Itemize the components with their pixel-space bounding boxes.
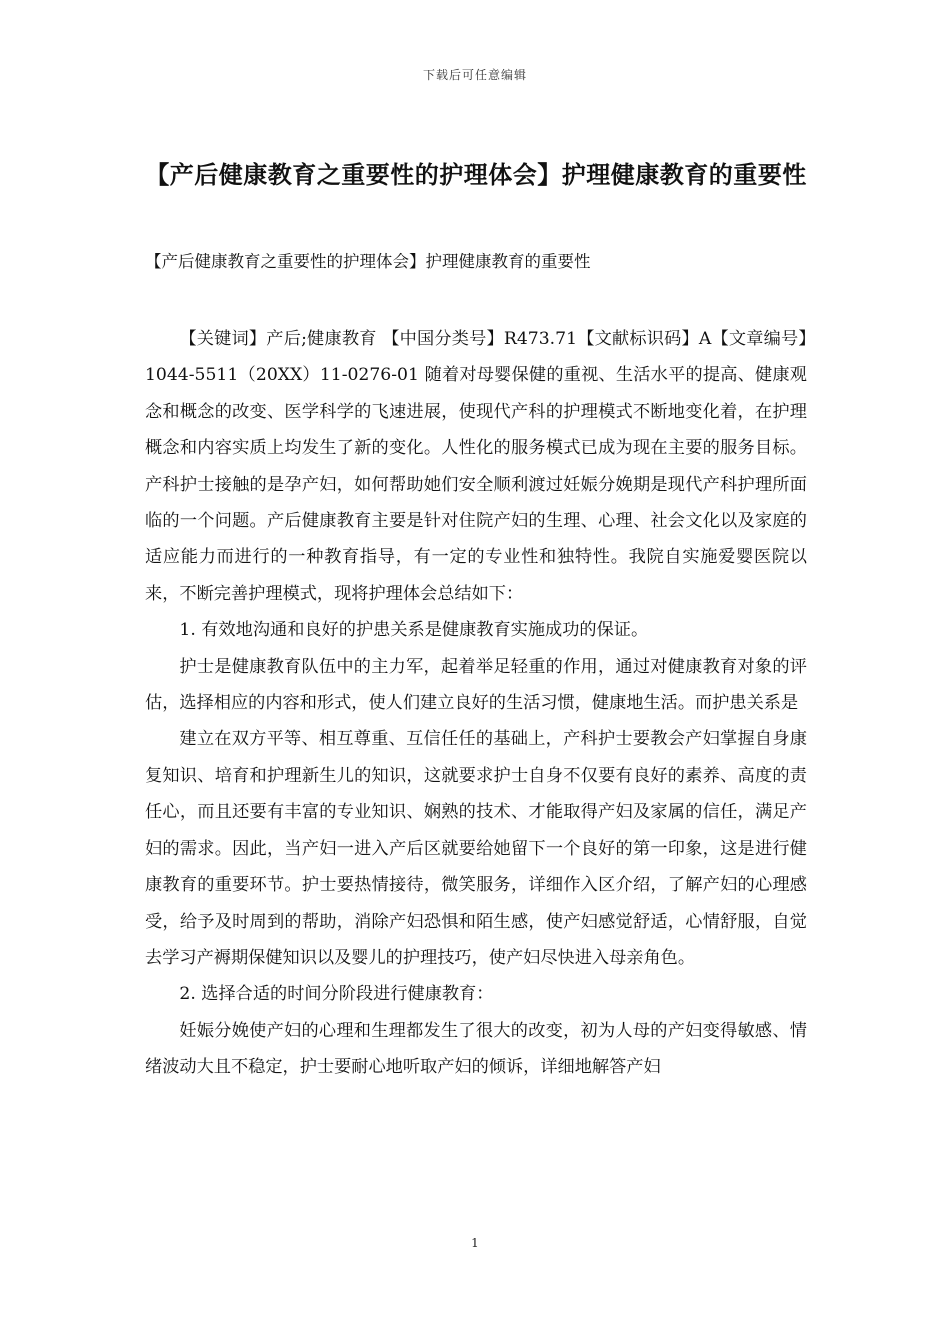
paragraph-section-1-body-a: 护士是健康教育队伍中的主力军，起着举足轻重的作用，通过对健康教育对象的评估，选择相应的内容和形式，使人们建立良好的生活习惯，健康地生活。而护患关系是: [145, 656, 807, 714]
paragraph-section-2-body: 妊娠分娩使产妇的心理和生理都发生了很大的改变，初为人母的产妇变得敏感、情绪波动大且不稳定，护士要耐心地听取产妇的倾诉，详细地解答产妇: [145, 1020, 807, 1078]
document-subtitle: 【产后健康教育之重要性的护理体会】护理健康教育的重要性: [145, 252, 591, 271]
header-note: 下载后可任意编辑: [422, 68, 527, 82]
paragraph-keywords-intro: 【关键词】产后;健康教育 【中国分类号】R473.71【文献标识码】A【文章编号】1044-5511（20XX）11-0276-01 随着对母婴保健的重视、生活水平的提高、健康观念和概念的改变、医学科学的飞速进展，使现代产科的护理模式不断地变化着，在护理概念和内容实质上均发生了新的变化。人性化的服务模式已成为现在主要的服务目标。产科护士接触的是孕产妇，如何帮助她们安全顺利渡过妊娠分娩期是现代产科护理所面临的一个问题。产后健康教育主要是针对住院产妇的生理、心理、社会文化以及家庭的适应能力而进行的一种教育指导，有一定的专业性和独特性。我院自实施爱婴医院以来，不断完善护理模式，现将护理体会总结如下：: [145, 329, 807, 604]
document-body: [145, 321, 807, 1086]
paragraph-section-1-heading: 1. 有效地沟通和良好的护患关系是健康教育实施成功的保证。: [179, 620, 649, 641]
paragraph-section-1-body-b: 建立在双方平等、相互尊重、互信任任的基础上，产科护士要教会产妇掌握自身康复知识、培育和护理新生儿的知识，这就要求护士自身不仅要有良好的素养、高度的责任心，而且还要有丰富的专业知识、娴熟的技术、才能取得产妇及家属的信任，满足产妇的需求。因此，当产妇一进入产后区就要给她留下一个良好的第一印象，这是进行健康教育的重要环节。护士要热情接待，微笑服务，详细作入区介绍，了解产妇的心理感受，给予及时周到的帮助，消除产妇恐惧和陌生感，使产妇感觉舒适，心情舒服，自觉去学习产褥期保健知识以及婴儿的护理技巧，使产妇尽快进入母亲角色。: [145, 729, 807, 968]
page-number: 1: [471, 1236, 479, 1250]
paragraph-section-2-heading: 2. 选择合适的时间分阶段进行健康教育：: [179, 984, 494, 1005]
document-title: 【产后健康教育之重要性的护理体会】护理健康教育的重要性: [145, 161, 807, 189]
